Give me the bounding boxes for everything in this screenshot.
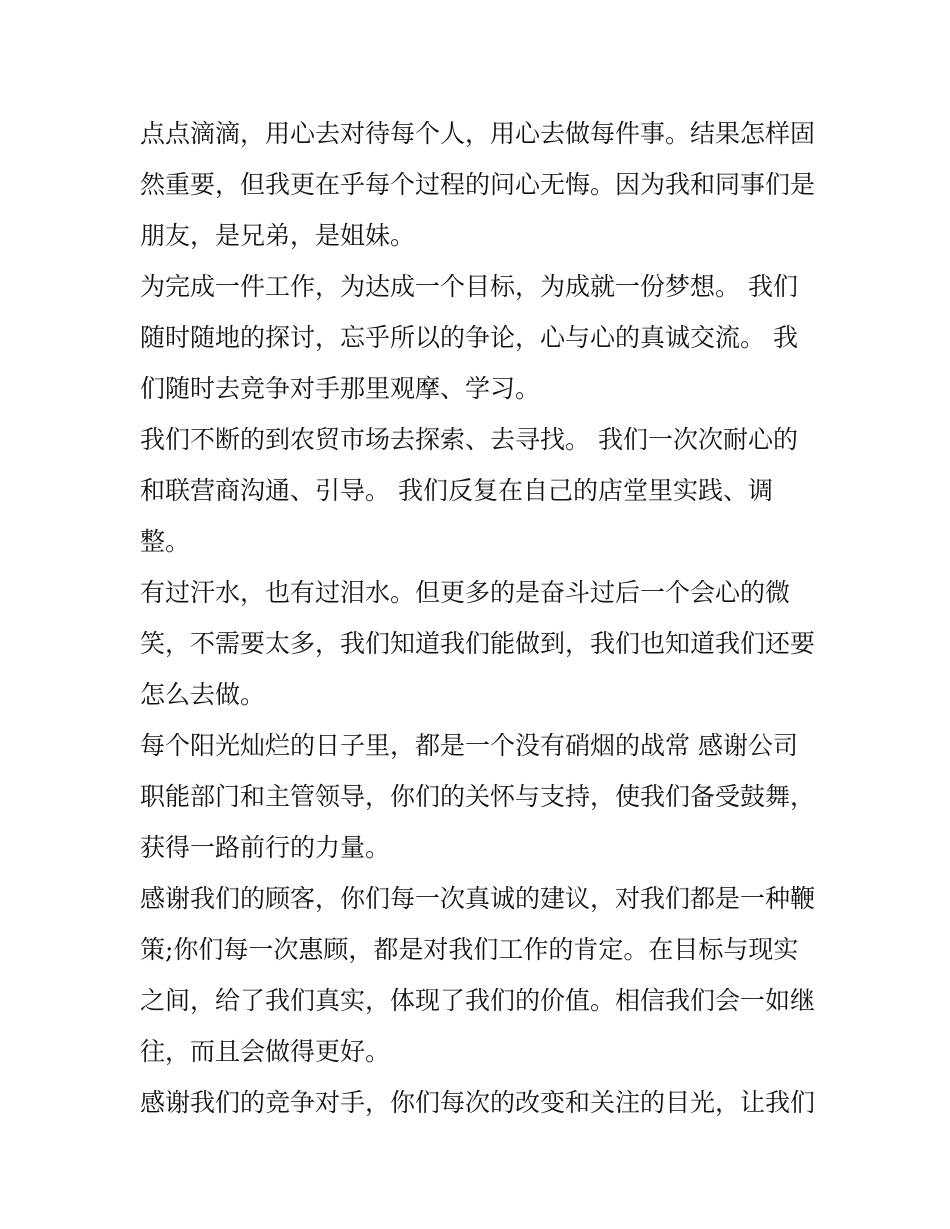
text-line: 有过汗水，也有过泪水。但更多的是奋斗过后一个会心的微: [140, 578, 791, 607]
text-line: 每个阳光灿烂的日子里，都是一个没有硝烟的战常 感谢公司: [140, 731, 798, 760]
text-line: 为完成一件工作，为达成一个目标，为成就一份梦想。 我们: [140, 272, 798, 301]
text-line: 怎么去做。: [140, 680, 266, 709]
text-line: 朋友，是兄弟，是姐妹。: [140, 221, 416, 250]
text-line: 职能部门和主管领导，你们的关怀与支持，使我们备受鼓舞，: [140, 782, 816, 811]
text-line: 和联营商沟通、引导。 我们反复在自己的店堂里实践、调: [140, 476, 773, 505]
text-line: 然重要，但我更在乎每个过程的问心无悔。因为我和同事们是: [140, 170, 816, 199]
text-line: 整。: [140, 527, 191, 556]
text-line: 我们不断的到农贸市场去探索、去寻找。 我们一次次耐心的: [140, 425, 798, 454]
text-line: 点点滴滴，用心去对待每个人，用心去做每件事。结果怎样固: [140, 119, 816, 148]
document-body: [140, 108, 820, 1128]
text-line: 策;你们每一次惠顾，都是对我们工作的肯定。在目标与现实: [140, 935, 799, 964]
text-line: 笑，不需要太多，我们知道我们能做到，我们也知道我们还要: [140, 629, 816, 658]
text-line: 获得一路前行的力量。: [140, 833, 391, 862]
text-line: 随时随地的探讨，忘乎所以的争论，心与心的真诚交流。 我: [140, 323, 798, 352]
text-line: 感谢我们的顾客，你们每一次真诚的建议，对我们都是一种鞭: [140, 884, 816, 913]
text-line: 们随时去竞争对手那里观摩、学习。: [140, 374, 541, 403]
text-line: 感谢我们的竞争对手，你们每次的改变和关注的目光，让我们: [140, 1088, 816, 1117]
text-line: 之间，给了我们真实，体现了我们的价值。相信我们会一如继: [140, 986, 816, 1015]
text-line: 往，而且会做得更好。: [140, 1037, 391, 1066]
